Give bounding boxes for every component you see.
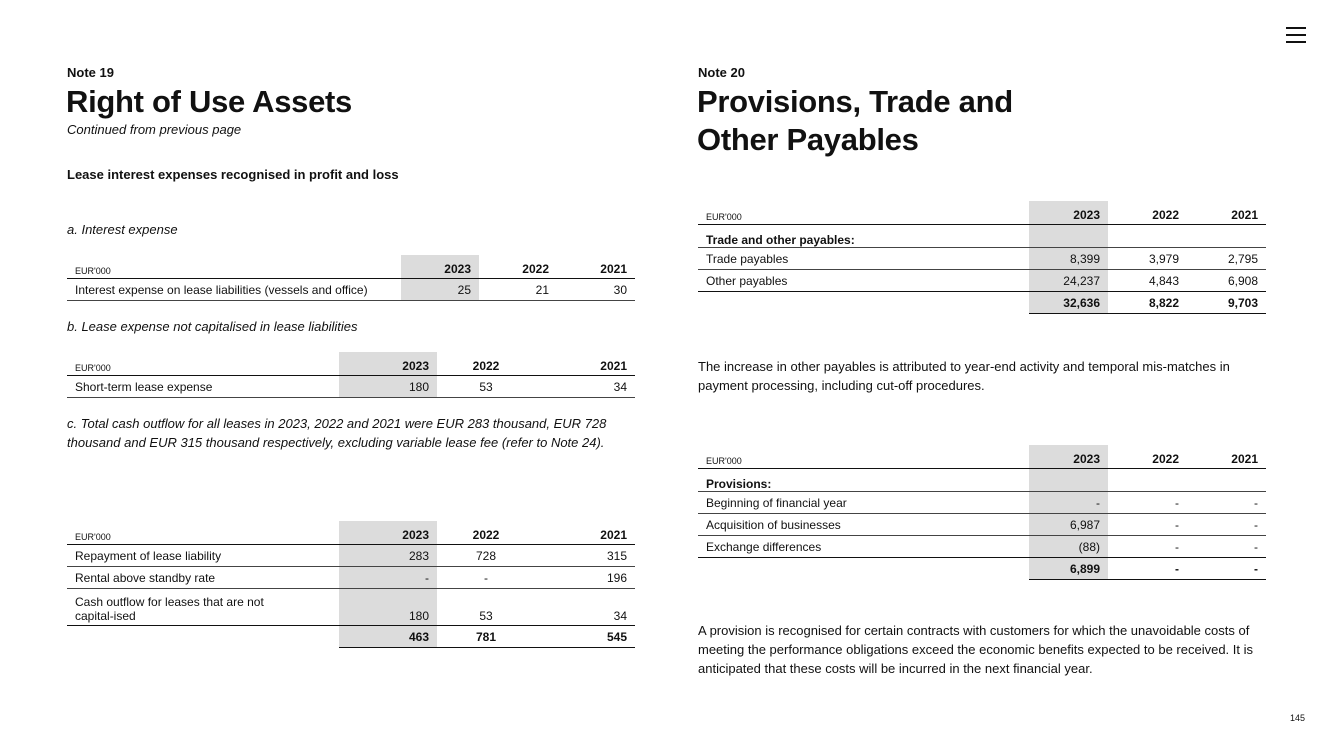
unit-label: EUR'000: [698, 201, 1029, 225]
cell-value: 6,987: [1029, 514, 1108, 536]
menu-bar: [1286, 34, 1306, 36]
table-row: [67, 545, 635, 567]
cell-value: 196: [535, 567, 635, 589]
total-value: 32,636: [1029, 292, 1108, 314]
table-row: [67, 279, 635, 301]
year-header: 2022: [437, 352, 535, 376]
table-row: [698, 536, 1266, 558]
cell-value: -: [1108, 536, 1187, 558]
section-row: [698, 225, 1266, 248]
table-row: [698, 270, 1266, 292]
year-header: 2022: [1108, 445, 1187, 469]
table-row: [67, 567, 635, 589]
lease-expense-table: [67, 352, 635, 398]
row-label: Short-term lease expense: [67, 376, 339, 398]
table-row: [67, 376, 635, 398]
row-label: Exchange differences: [698, 536, 1029, 558]
table-row: [698, 514, 1266, 536]
cell-value: 3,979: [1108, 248, 1187, 270]
cell-value: 24,237: [1029, 270, 1108, 292]
cell-value: 30: [557, 279, 635, 301]
total-row: [67, 626, 635, 648]
row-label: Rental above standby rate: [67, 567, 339, 589]
cell-value: -: [1187, 514, 1266, 536]
year-header: 2021: [1187, 445, 1266, 469]
section-label: Provisions:: [698, 469, 1029, 492]
year-header: 2023: [1029, 201, 1108, 225]
note-20-label: Note 20: [698, 65, 745, 80]
row-label: Repayment of lease liability: [67, 545, 339, 567]
cell-value: 8,399: [1029, 248, 1108, 270]
lease-interest-heading: Lease interest expenses recognised in profit and loss: [67, 167, 399, 182]
note-c-paragraph: c. Total cash outflow for all leases in 2023, 2022 and 2021 were EUR 283 thousand, EUR 728 thousand and EUR 315 thousand respectively, excluding variable lease fee (refer to Note 24).: [67, 416, 607, 450]
year-header: 2021: [1187, 201, 1266, 225]
continued-subtitle: Continued from previous page: [67, 122, 242, 137]
page-number: 145: [1290, 713, 1306, 723]
cell-value: 34: [535, 376, 635, 398]
empty-cell: [1108, 469, 1187, 492]
unit-label: EUR'000: [67, 255, 401, 279]
year-header: 2023: [1029, 445, 1108, 469]
trade-payables-table: [698, 201, 1266, 314]
year-header: 2021: [535, 521, 635, 545]
cell-value: 180: [339, 376, 437, 398]
page-title-right-of-use-assets: Right of Use Assets: [66, 84, 352, 119]
cell-value: 180: [339, 589, 437, 626]
total-label-empty: [698, 558, 1029, 580]
total-value: -: [1187, 558, 1266, 580]
section-row: [698, 469, 1266, 492]
provisions-paragraph: A provision is recognised for certain contracts with customers for which the unavoidable costs of meeting the performance obligations exceed the economic benefits expected to be received. It is anticipated that these costs will be incurred in the next financial year.: [698, 623, 1253, 676]
unit-label: EUR'000: [67, 521, 339, 545]
cell-value: -: [339, 567, 437, 589]
interest-expense-table: [67, 255, 635, 301]
cash-outflow-table: [67, 521, 635, 648]
row-label: Interest expense on lease liabilities (vessels and office): [67, 279, 401, 301]
total-label-empty: [698, 292, 1029, 314]
empty-cell: [1029, 225, 1108, 248]
year-header: 2022: [479, 255, 557, 279]
menu-bar: [1286, 27, 1306, 29]
cell-value: 4,843: [1108, 270, 1187, 292]
cell-value: (88): [1029, 536, 1108, 558]
row-label: Acquisition of businesses: [698, 514, 1029, 536]
table-a-caption: a. Interest expense: [67, 222, 178, 237]
cell-value: 53: [437, 589, 535, 626]
section-label: Trade and other payables:: [698, 225, 1029, 248]
cell-value: 315: [535, 545, 635, 567]
page-title-provisions: Provisions, Trade and Other Payables: [697, 84, 1013, 157]
total-row: [698, 292, 1266, 314]
provisions-table: [698, 445, 1266, 580]
cell-value: -: [1108, 492, 1187, 514]
cell-value: -: [1187, 492, 1266, 514]
cell-value: 34: [535, 589, 635, 626]
total-value: -: [1108, 558, 1187, 580]
cell-value: -: [1108, 514, 1187, 536]
cell-value: 53: [437, 376, 535, 398]
cell-value: 728: [437, 545, 535, 567]
cell-value: 283: [339, 545, 437, 567]
cell-value: -: [437, 567, 535, 589]
cell-value: -: [1029, 492, 1108, 514]
empty-cell: [1187, 225, 1266, 248]
payables-paragraph: The increase in other payables is attributed to year-end activity and temporal mis-matches in payment processing, including cut-off procedures.: [698, 359, 1230, 393]
cell-value: 25: [401, 279, 479, 301]
table-row: [698, 248, 1266, 270]
total-row: [698, 558, 1266, 580]
total-value: 545: [535, 626, 635, 648]
empty-cell: [1108, 225, 1187, 248]
table-row: [698, 492, 1266, 514]
total-value: 9,703: [1187, 292, 1266, 314]
menu-bar: [1286, 41, 1306, 43]
empty-cell: [1029, 469, 1108, 492]
row-label: Beginning of financial year: [698, 492, 1029, 514]
row-label: Cash outflow for leases that are not capital-ised: [67, 589, 339, 626]
unit-label: EUR'000: [698, 445, 1029, 469]
year-header: 2021: [535, 352, 635, 376]
cell-value: 2,795: [1187, 248, 1266, 270]
year-header: 2023: [339, 521, 437, 545]
row-label: Trade payables: [698, 248, 1029, 270]
year-header: 2022: [1108, 201, 1187, 225]
total-label-empty: [67, 626, 339, 648]
total-value: 463: [339, 626, 437, 648]
total-value: 781: [437, 626, 535, 648]
unit-label: EUR'000: [67, 352, 339, 376]
cell-value: 21: [479, 279, 557, 301]
cell-value: 6,908: [1187, 270, 1266, 292]
row-label: Other payables: [698, 270, 1029, 292]
note-19-label: Note 19: [67, 65, 114, 80]
year-header: 2022: [437, 521, 535, 545]
year-header: 2021: [557, 255, 635, 279]
empty-cell: [1187, 469, 1266, 492]
total-value: 8,822: [1108, 292, 1187, 314]
cell-value: -: [1187, 536, 1266, 558]
year-header: 2023: [401, 255, 479, 279]
hamburger-menu-icon[interactable]: [1286, 27, 1306, 45]
table-row: [67, 589, 635, 626]
total-value: 6,899: [1029, 558, 1108, 580]
year-header: 2023: [339, 352, 437, 376]
table-b-caption: b. Lease expense not capitalised in lease liabilities: [67, 319, 358, 334]
